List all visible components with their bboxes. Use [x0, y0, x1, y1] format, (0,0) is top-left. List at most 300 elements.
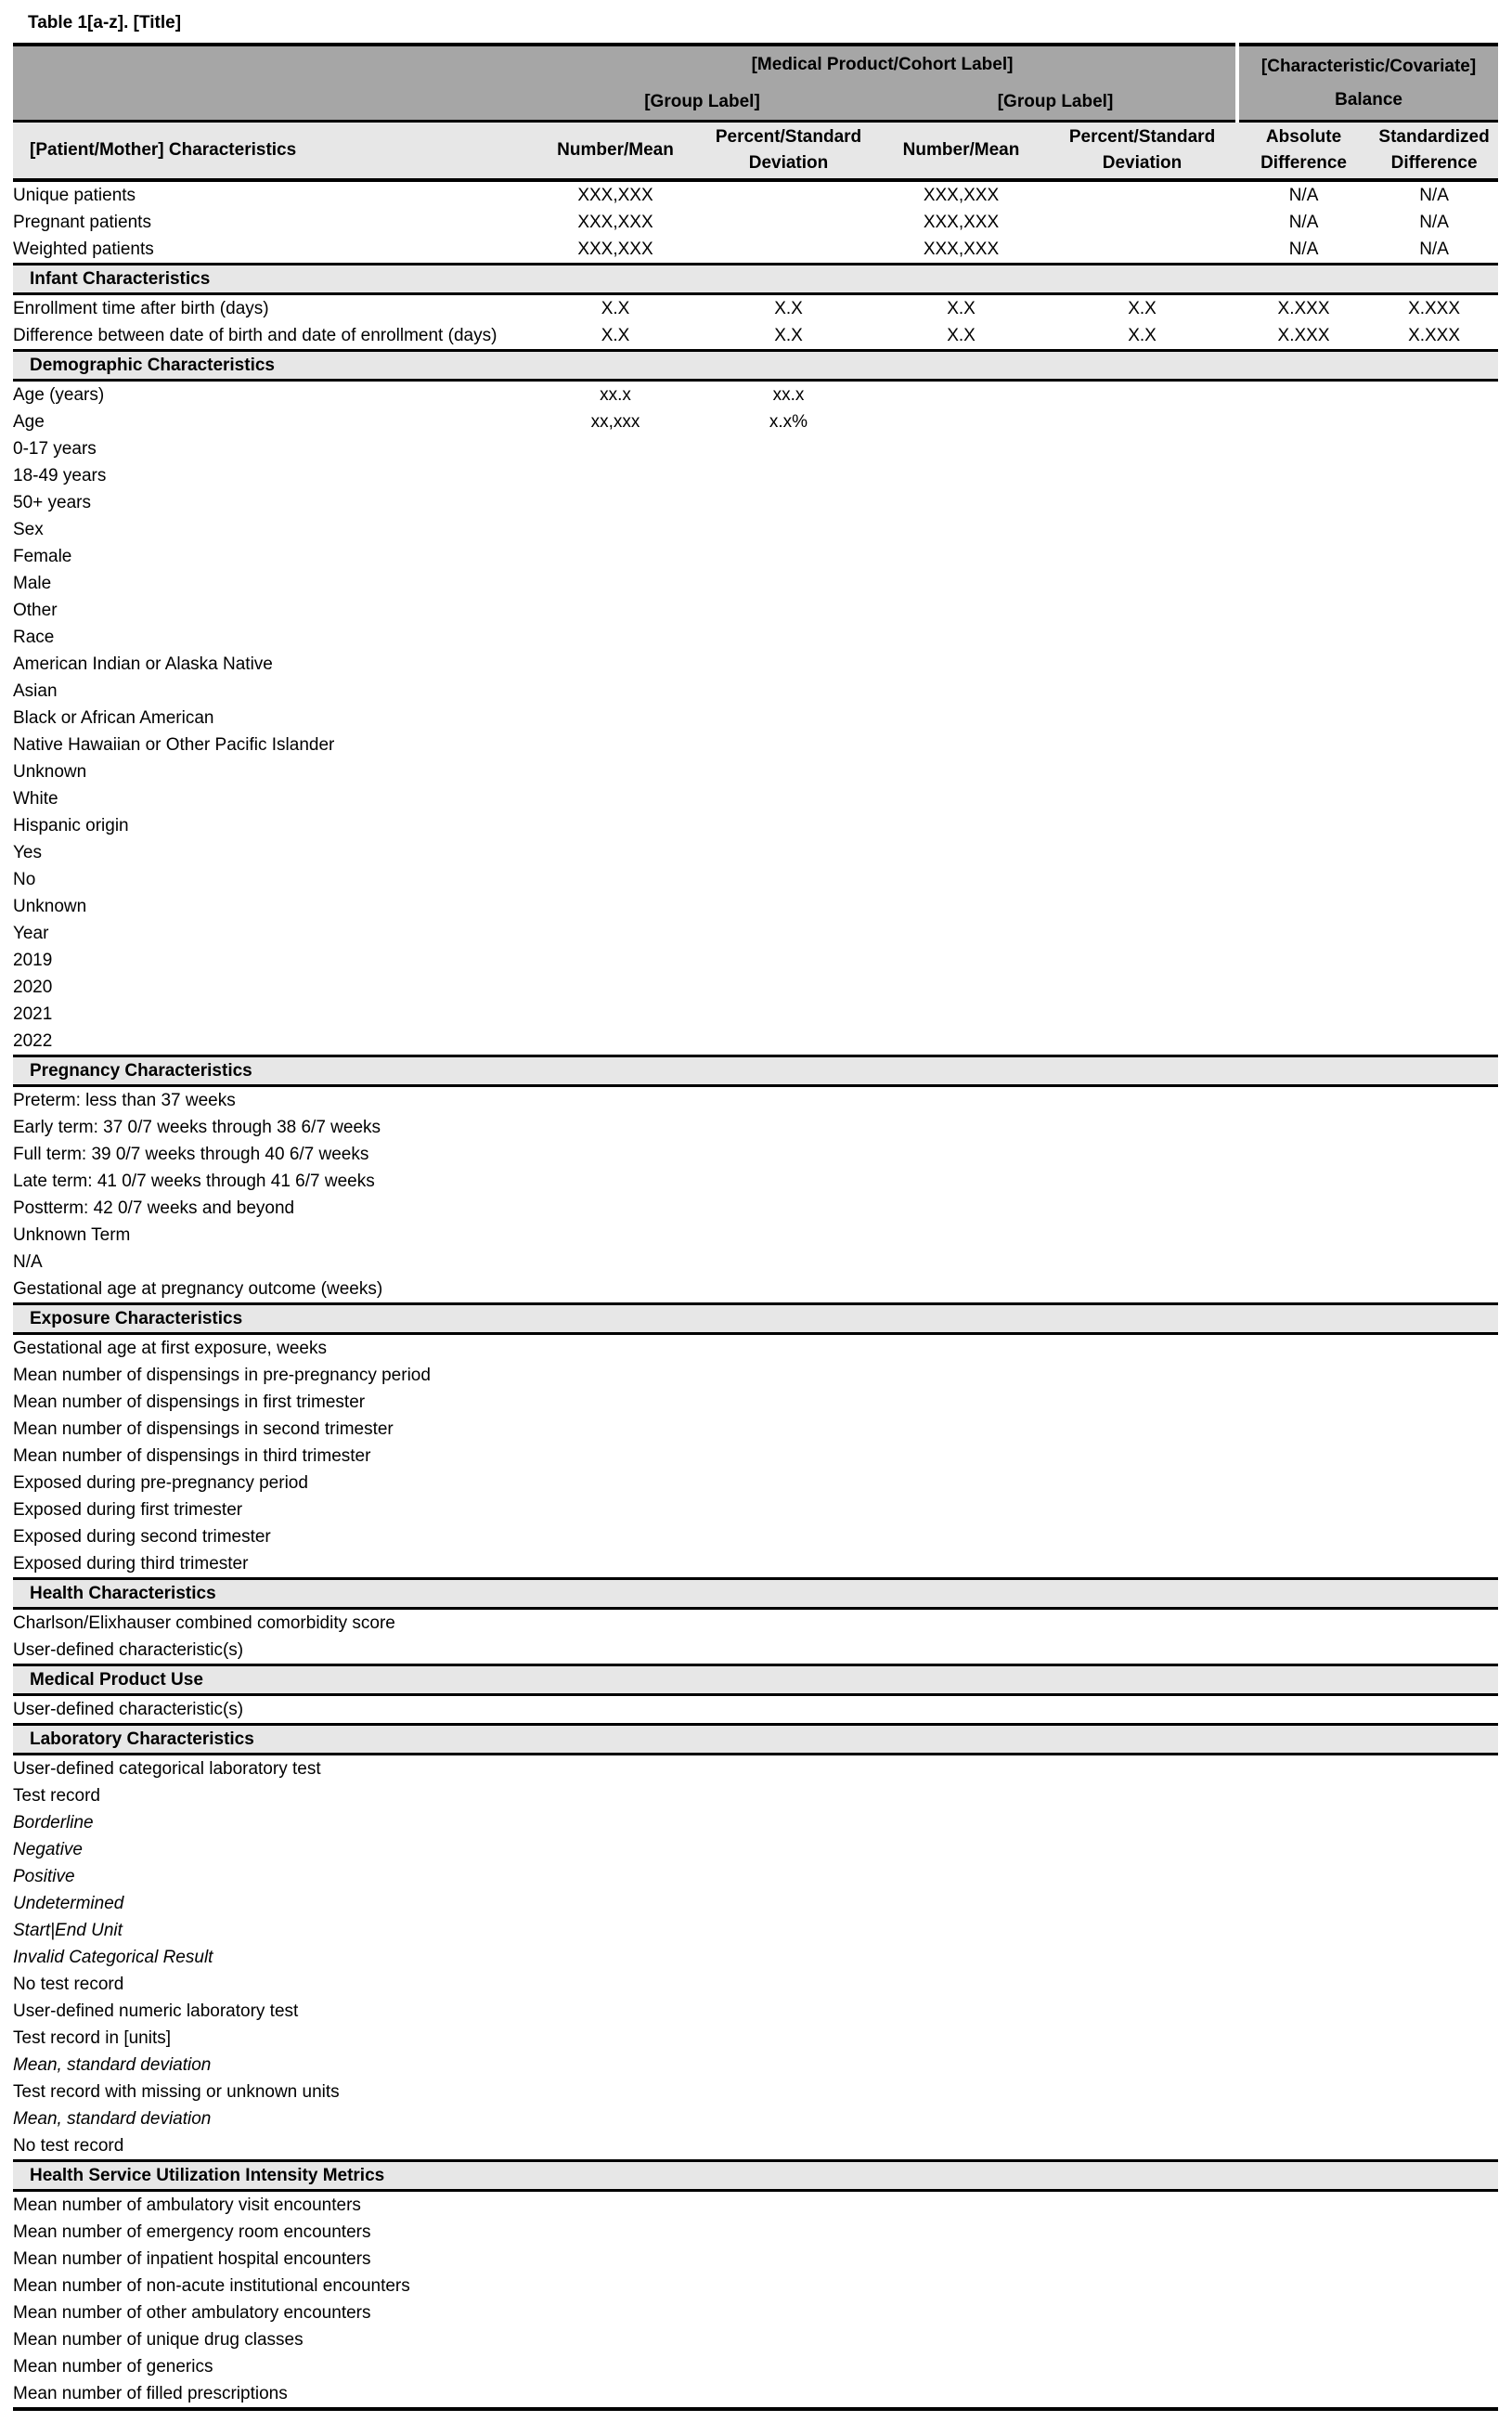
value-cell	[1237, 2079, 1370, 2105]
section-header-label: Medical Product Use	[13, 1665, 1498, 1695]
value-cell	[1047, 1809, 1237, 1836]
value-cell	[529, 1028, 702, 1056]
table-row	[13, 1249, 1498, 1276]
value-cell	[1237, 516, 1370, 543]
table-row	[13, 1443, 1498, 1470]
value-cell	[529, 1917, 702, 1944]
table-row	[13, 1389, 1498, 1416]
value-cell	[875, 2219, 1047, 2246]
value-cell	[529, 947, 702, 974]
row-label: Full term: 39 0/7 weeks through 40 6/7 weeks	[13, 1145, 369, 1164]
value-cell	[529, 1443, 702, 1470]
table-row	[13, 462, 1498, 489]
value-cell	[1370, 1782, 1498, 1809]
value-cell	[1237, 705, 1370, 732]
value-cell	[875, 1944, 1047, 1971]
value-cell	[875, 2191, 1047, 2220]
value-cell	[1237, 1222, 1370, 1249]
row-label: Mean number of emergency room encounters	[13, 2222, 371, 2242]
value-cell	[1237, 732, 1370, 758]
value-cell	[1047, 1168, 1237, 1195]
value-cell	[875, 2025, 1047, 2052]
value-cell	[1237, 651, 1370, 678]
table-row	[13, 1416, 1498, 1443]
value-cell	[1370, 1496, 1498, 1523]
value-cell	[1370, 1998, 1498, 2025]
value-cell	[875, 2132, 1047, 2161]
value-cell	[875, 435, 1047, 462]
value-cell	[1047, 209, 1237, 236]
value-cell	[529, 1001, 702, 1028]
value-cell: XXX,XXX	[577, 186, 653, 205]
value-cell	[1047, 1836, 1237, 1863]
value-cell	[1237, 893, 1370, 920]
value-cell	[1237, 1443, 1370, 1470]
value-cell	[1370, 543, 1498, 570]
value-cell	[1237, 1609, 1370, 1638]
value-cell	[702, 1168, 875, 1195]
value-cell	[1237, 1971, 1370, 1998]
value-cell	[875, 2326, 1047, 2353]
table-row	[13, 322, 1498, 351]
value-cell	[529, 516, 702, 543]
value-cell	[529, 1523, 702, 1550]
value-cell	[1047, 2246, 1237, 2273]
row-label: Test record	[13, 1786, 100, 1806]
value-cell	[702, 489, 875, 516]
value-cell	[1370, 1141, 1498, 1168]
value-cell	[1047, 2052, 1237, 2079]
table-row	[13, 408, 1498, 435]
value-cell	[529, 1863, 702, 1890]
value-cell	[702, 1523, 875, 1550]
row-label: Sex	[13, 520, 44, 539]
value-cell	[702, 462, 875, 489]
value-cell	[702, 1695, 875, 1725]
table-row	[13, 570, 1498, 597]
table-row	[13, 1809, 1498, 1836]
value-cell	[1047, 1334, 1237, 1363]
value-cell	[702, 812, 875, 839]
value-cell: X.X	[947, 299, 976, 318]
section-header-label: Exposure Characteristics	[13, 1304, 1498, 1334]
value-cell	[1047, 2105, 1237, 2132]
value-cell	[702, 2299, 875, 2326]
value-cell	[875, 785, 1047, 812]
value-cell	[1237, 1496, 1370, 1523]
table-row	[13, 2326, 1498, 2353]
value-cell	[1047, 2273, 1237, 2299]
value-cell	[1370, 570, 1498, 597]
value-cell	[1237, 1890, 1370, 1917]
value-cell	[1237, 381, 1370, 409]
value-cell	[1370, 1695, 1498, 1725]
table-row	[13, 974, 1498, 1001]
value-cell	[702, 597, 875, 624]
value-cell	[529, 1362, 702, 1389]
table-row	[13, 180, 1498, 209]
value-cell	[1237, 1362, 1370, 1389]
value-cell	[875, 812, 1047, 839]
value-cell	[1237, 1637, 1370, 1665]
value-cell	[1237, 1389, 1370, 1416]
row-label: Start|End Unit	[13, 1921, 123, 1940]
value-cell	[875, 1086, 1047, 1115]
value-cell	[702, 180, 875, 209]
value-cell	[702, 435, 875, 462]
value-cell	[1237, 570, 1370, 597]
header-cohort-label: [Medical Product/Cohort Label]	[529, 45, 1237, 84]
row-label: Mean number of generics	[13, 2357, 213, 2377]
value-cell	[1237, 1755, 1370, 1783]
value-cell	[1047, 893, 1237, 920]
table-row	[13, 866, 1498, 893]
value-cell	[702, 678, 875, 705]
value-cell: XXX,XXX	[923, 240, 1000, 259]
value-cell: X.X	[774, 326, 803, 345]
value-cell	[702, 1362, 875, 1389]
value-cell	[875, 570, 1047, 597]
section-header-label: Infant Characteristics	[13, 265, 1498, 294]
value-cell	[875, 1637, 1047, 1665]
table-row	[13, 1782, 1498, 1809]
value-cell	[529, 1416, 702, 1443]
table-row	[13, 705, 1498, 732]
table-row	[13, 1863, 1498, 1890]
value-cell: XXX,XXX	[923, 186, 1000, 205]
table-row	[13, 2191, 1498, 2220]
value-cell	[1237, 1998, 1370, 2025]
value-cell	[529, 1470, 702, 1496]
value-cell	[1237, 1863, 1370, 1890]
row-label: Test record in [units]	[13, 2028, 172, 2048]
value-cell	[1047, 543, 1237, 570]
value-cell	[529, 866, 702, 893]
row-label: Mean number of other ambulatory encounters	[13, 2303, 371, 2323]
value-cell	[875, 2079, 1047, 2105]
value-cell	[1237, 1168, 1370, 1195]
value-cell	[875, 516, 1047, 543]
row-label: Mean, standard deviation	[13, 2109, 212, 2129]
table-row	[13, 1944, 1498, 1971]
value-cell	[702, 1389, 875, 1416]
row-label: Borderline	[13, 1813, 94, 1833]
row-label: Exposed during pre-pregnancy period	[13, 1473, 308, 1493]
col-header-percent-sd-1: Percent/Standard Deviation	[702, 122, 875, 181]
value-cell	[1047, 1249, 1237, 1276]
value-cell	[529, 705, 702, 732]
value-cell: X.X	[1128, 299, 1157, 318]
value-cell	[1370, 1944, 1498, 1971]
row-label: White	[13, 789, 58, 809]
value-cell	[1370, 2353, 1498, 2380]
value-cell	[875, 1755, 1047, 1783]
value-cell	[1237, 678, 1370, 705]
value-cell	[529, 1334, 702, 1363]
value-cell	[1237, 1195, 1370, 1222]
value-cell	[529, 2105, 702, 2132]
value-cell	[1370, 1917, 1498, 1944]
table-row	[13, 294, 1498, 323]
value-cell	[875, 1249, 1047, 1276]
value-cell	[1047, 1496, 1237, 1523]
table-row	[13, 209, 1498, 236]
value-cell	[702, 1782, 875, 1809]
value-cell	[1237, 1550, 1370, 1579]
section-row	[13, 1056, 1498, 1086]
value-cell	[702, 1496, 875, 1523]
value-cell	[1047, 2025, 1237, 2052]
value-cell	[1237, 1114, 1370, 1141]
value-cell	[1370, 2052, 1498, 2079]
row-label: No test record	[13, 2136, 124, 2156]
value-cell	[529, 812, 702, 839]
value-cell	[1370, 920, 1498, 947]
row-label: Unknown	[13, 762, 87, 782]
value-cell: N/A	[1288, 240, 1319, 259]
value-cell	[1237, 2273, 1370, 2299]
value-cell	[1047, 1890, 1237, 1917]
value-cell	[702, 1086, 875, 1115]
value-cell	[529, 1550, 702, 1579]
value-cell	[875, 678, 1047, 705]
table-row	[13, 2353, 1498, 2380]
table-row	[13, 435, 1498, 462]
row-label: Pregnant patients	[13, 213, 151, 232]
row-label: Positive	[13, 1867, 75, 1886]
value-cell	[529, 2353, 702, 2380]
value-cell	[1370, 1609, 1498, 1638]
value-cell	[1237, 1470, 1370, 1496]
table-row	[13, 236, 1498, 265]
value-cell	[1370, 1276, 1498, 1304]
value-cell	[529, 2025, 702, 2052]
value-cell	[1047, 1917, 1237, 1944]
value-cell	[1047, 435, 1237, 462]
header-empty-cell	[13, 84, 529, 122]
row-label: Mean number of dispensings in first trimester	[13, 1392, 366, 1412]
value-cell	[1370, 1028, 1498, 1056]
value-cell	[1370, 1416, 1498, 1443]
column-header-row	[13, 122, 1498, 181]
value-cell	[702, 732, 875, 758]
row-label: Mean number of dispensings in pre-pregnancy period	[13, 1366, 431, 1385]
table-row	[13, 1114, 1498, 1141]
value-cell	[1370, 624, 1498, 651]
value-cell	[1370, 1001, 1498, 1028]
table-row	[13, 2025, 1498, 2052]
value-cell	[1047, 1195, 1237, 1222]
value-cell	[702, 1917, 875, 1944]
value-cell	[702, 2246, 875, 2273]
table-row	[13, 732, 1498, 758]
value-cell	[875, 2246, 1047, 2273]
value-cell	[1237, 758, 1370, 785]
value-cell	[702, 920, 875, 947]
value-cell	[529, 1755, 702, 1783]
value-cell	[1237, 920, 1370, 947]
value-cell	[529, 678, 702, 705]
value-cell	[529, 974, 702, 1001]
table-row	[13, 812, 1498, 839]
page-title: Table 1[a-z]. [Title]	[28, 13, 182, 32]
value-cell	[1047, 408, 1237, 435]
row-label: Mean number of ambulatory visit encounters	[13, 2195, 361, 2215]
value-cell	[529, 1890, 702, 1917]
value-cell	[529, 1389, 702, 1416]
row-label: User-defined characteristic(s)	[13, 1700, 244, 1719]
table-row	[13, 1028, 1498, 1056]
table-row	[13, 624, 1498, 651]
value-cell	[1047, 2132, 1237, 2161]
value-cell	[1370, 381, 1498, 409]
value-cell	[1047, 2380, 1237, 2409]
value-cell	[1047, 947, 1237, 974]
value-cell	[875, 597, 1047, 624]
value-cell: XXX,XXX	[923, 213, 1000, 232]
value-cell	[529, 2079, 702, 2105]
value-cell	[529, 1609, 702, 1638]
value-cell	[1237, 543, 1370, 570]
table-row	[13, 489, 1498, 516]
value-cell	[1047, 236, 1237, 265]
col-header-standardized-difference: Standardized Difference	[1370, 122, 1498, 181]
value-cell	[875, 408, 1047, 435]
value-cell	[529, 2052, 702, 2079]
value-cell	[1047, 1755, 1237, 1783]
value-cell	[529, 1168, 702, 1195]
value-cell	[1370, 597, 1498, 624]
value-cell	[702, 2380, 875, 2409]
value-cell	[1370, 2025, 1498, 2052]
value-cell	[529, 1276, 702, 1304]
value-cell	[1237, 2052, 1370, 2079]
value-cell	[1237, 1276, 1370, 1304]
row-label: User-defined numeric laboratory test	[13, 2001, 299, 2021]
value-cell	[529, 1944, 702, 1971]
value-cell	[1237, 435, 1370, 462]
value-cell	[1370, 2326, 1498, 2353]
value-cell	[875, 1609, 1047, 1638]
table-row	[13, 2219, 1498, 2246]
value-cell	[529, 1971, 702, 1998]
section-row	[13, 1725, 1498, 1755]
row-label: Male	[13, 574, 52, 593]
value-cell	[1370, 2105, 1498, 2132]
value-cell	[1370, 732, 1498, 758]
value-cell	[1237, 785, 1370, 812]
table-row	[13, 381, 1498, 409]
row-label: Year	[13, 924, 49, 943]
value-cell	[702, 2353, 875, 2380]
value-cell	[702, 236, 875, 265]
value-cell: XXX,XXX	[577, 240, 653, 259]
value-cell	[1370, 2380, 1498, 2409]
value-cell	[702, 2025, 875, 2052]
row-label: Mean number of dispensings in second trimester	[13, 1419, 394, 1439]
row-label: Unknown	[13, 897, 87, 916]
table-row	[13, 2132, 1498, 2161]
value-cell	[702, 1609, 875, 1638]
value-cell	[1047, 974, 1237, 1001]
value-cell	[1237, 2380, 1370, 2409]
value-cell	[1370, 812, 1498, 839]
row-label: Mean number of non-acute institutional encounters	[13, 2276, 410, 2296]
value-cell	[702, 1836, 875, 1863]
value-cell: N/A	[1419, 186, 1449, 205]
table-row	[13, 1086, 1498, 1115]
value-cell	[1237, 1416, 1370, 1443]
row-label: Asian	[13, 681, 58, 701]
value-cell	[1047, 1141, 1237, 1168]
value-cell	[1370, 435, 1498, 462]
value-cell	[702, 1443, 875, 1470]
value-cell	[529, 624, 702, 651]
row-label: 50+ years	[13, 493, 91, 512]
value-cell	[702, 1755, 875, 1783]
table-row	[13, 516, 1498, 543]
table-row	[13, 597, 1498, 624]
value-cell	[529, 597, 702, 624]
value-cell	[1370, 2246, 1498, 2273]
row-label: 18-49 years	[13, 466, 107, 486]
row-label: Mean number of filled prescriptions	[13, 2384, 288, 2403]
value-cell	[702, 758, 875, 785]
value-cell	[1370, 678, 1498, 705]
value-cell	[875, 705, 1047, 732]
value-cell	[1370, 2273, 1498, 2299]
value-cell	[1370, 1755, 1498, 1783]
table-row	[13, 2079, 1498, 2105]
value-cell	[875, 2353, 1047, 2380]
value-cell	[875, 1276, 1047, 1304]
value-cell	[702, 570, 875, 597]
row-label: Exposed during first trimester	[13, 1500, 243, 1520]
row-label: Black or African American	[13, 708, 214, 728]
value-cell	[1237, 2105, 1370, 2132]
row-label: Yes	[13, 843, 42, 862]
value-cell	[1370, 1389, 1498, 1416]
row-label: User-defined categorical laboratory test	[13, 1759, 321, 1779]
value-cell	[1370, 1195, 1498, 1222]
value-cell: X.XXX	[1277, 299, 1330, 318]
col-header-absolute-difference: Absolute Difference	[1237, 122, 1370, 181]
table-row	[13, 1695, 1498, 1725]
table-row	[13, 1523, 1498, 1550]
table-row	[13, 1362, 1498, 1389]
value-cell	[875, 462, 1047, 489]
value-cell	[702, 1276, 875, 1304]
value-cell	[702, 1809, 875, 1836]
table-row	[13, 543, 1498, 570]
value-cell: x.x%	[769, 412, 808, 432]
value-cell	[1370, 651, 1498, 678]
row-label: Enrollment time after birth (days)	[13, 299, 269, 318]
value-cell	[1047, 1998, 1237, 2025]
value-cell	[1370, 785, 1498, 812]
value-cell	[1370, 1550, 1498, 1579]
value-cell	[1047, 2353, 1237, 2380]
value-cell	[1047, 732, 1237, 758]
row-label: Age (years)	[13, 385, 105, 405]
table-row	[13, 1334, 1498, 1363]
table-row	[13, 1001, 1498, 1028]
value-cell	[875, 1141, 1047, 1168]
value-cell	[1237, 1086, 1370, 1115]
value-cell	[1047, 1028, 1237, 1056]
row-label: Charlson/Elixhauser combined comorbidity score	[13, 1613, 395, 1633]
value-cell	[1047, 1523, 1237, 1550]
